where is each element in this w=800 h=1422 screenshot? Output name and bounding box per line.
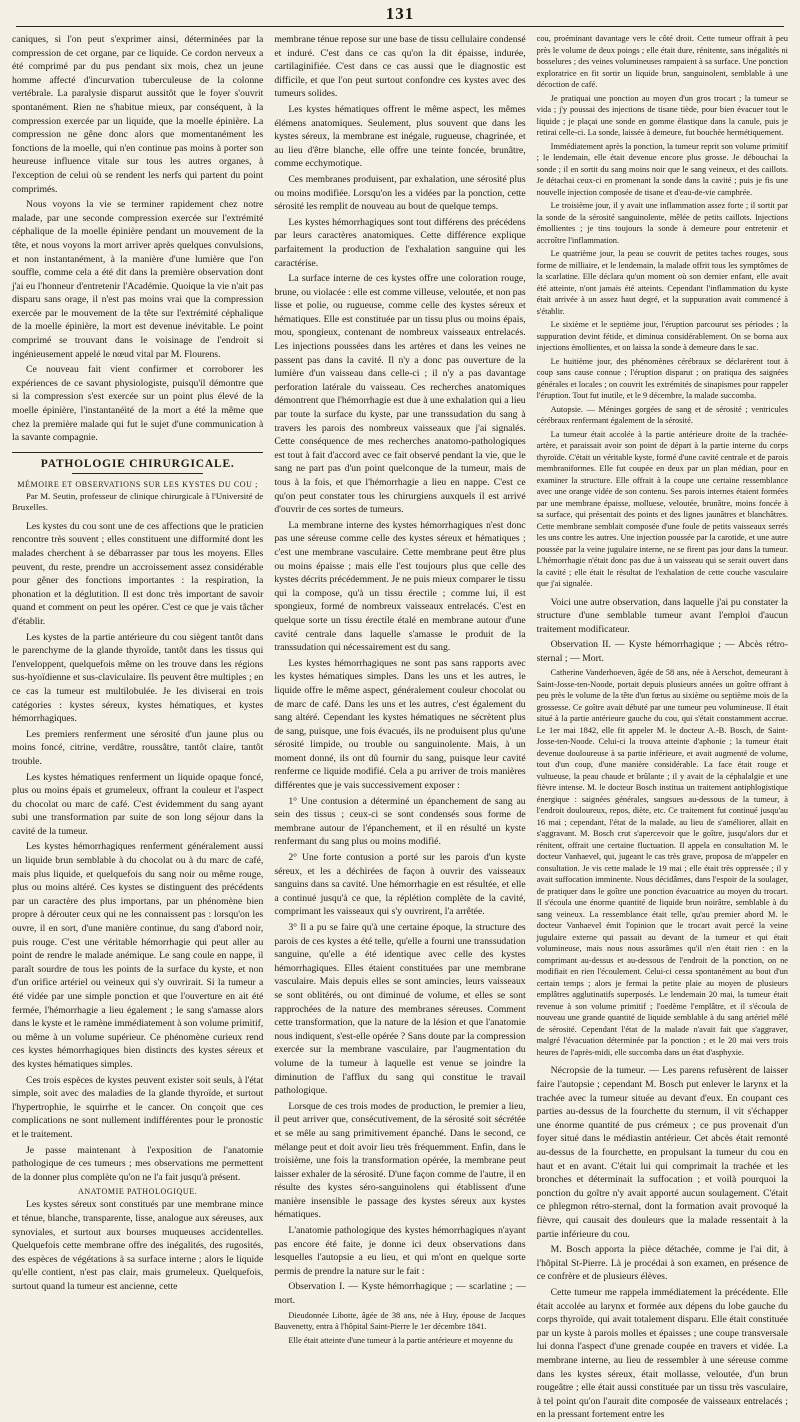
article-byline: Par M. Seutin, professeur de clinique chirurgicale à l'Université de Bruxelles.: [12, 490, 264, 513]
paragraph: Les kystes hématiques offrent le même aspect, les mêmes élémens anatomiques. Seulement, plus souvent que dans les kystes séreux, la membrane est inégale, rugueuse, chagrinée, et au lieu d'être blanche, elle offre une teinte foncée, brunâtre, comme ecchymotique.: [274, 103, 526, 170]
observation-heading: Observation I. — Kyste hémorrhagique ; — scarlatine ; — mort.: [274, 1281, 526, 1307]
small-paragraph: Le sixième et le septième jour, l'éruption parcourut ses périodes ; la suppuration devint fétide, et diminua considérablement. On se borna aux injections émollientes, et on laissa la sonde à demeure dans le sac.: [536, 320, 788, 352]
observation-heading: Observation II. — Kyste hémorrhagique ; — Abcès rétro-sternal ; — Mort.: [536, 639, 788, 664]
paragraph: Ces trois espèces de kystes peuvent exister soit seuls, à l'état simple, soit avec des maladies de la glande thyroïde, et surtout l'hypertrophie, le squirrhe et le cancer. On conçoit que ces complications ne sont nullement indifférentes pour le pronostic et le traitement.: [12, 1074, 264, 1140]
paragraph: M. Bosch apporta la pièce détachée, comme je l'ai dit, à l'hôpital St-Pierre. Là je procédai à son examen, en présence de ce confrère et de plusieurs élèves.: [536, 1244, 788, 1283]
paragraph: Nécropsie de la tumeur. — Les parens refusèrent de laisser faire l'autopsie ; cependant M. Bosch put enlever le larynx et la trachée avec la tumeur située au devant d'eux. En coupant ces parties au-dessus de la fourchette du sternum, il vit s'échapper une énorme quantité de pus crémeux ; ce pus provenait d'un foyer situé dans le médiastin antérieur. Cet abcès était remonté au-dessus de la fourchette, en propulsant la tumeur du cou en haut et en avant. C'était lui qui comprimait la trachée et les bronches et déterminait la suffocation ; et voilà pourquoi la ponction du goître n'y avait apporté aucun soulagement. C'était ce phlegmon rétro-sternal, dont la formation avait provoqué la fièvre, qui causait des douleurs que la malade ressentait à la partie inférieure du cou.: [536, 1065, 788, 1240]
paragraph: La surface interne de ces kystes offre une coloration rouge, brune, ou violacée : elle est comme villeuse, veloutée, et non pas lisse et polie, ou rugueuse, comme celle des kystes séreux et hématiques. Elle est constituée par un tissu plus ou moins épais, mou, spongieux, contenant de nombreux vaisseaux entrelacés. Les injections poussées dans les artères et dans les veines ne passent pas dans la cavité. Il n'y a donc pas ouverture de la lumière d'un vaisseau dans celle-ci ; il n'y a pas davantage perforation latérale du vaisseau. Ces recherches anatomiques démontrent que l'hémorrhagie est due à une exhalation qui a lieu par toute la surface du kyste, par une transsudation du sang à travers les parois des nombreux vaisseaux que j'ai signalés. Cette conséquence de mes recherches anatomo-pathologiques est tout à fait d'accord avec ce fait observé pendant la vie, que le sang ne part pas d'un point quelconque de la tumeur, mais de tous à la fois, et que l'hémorrhagie a lieu en nappe. C'est ce qu'on peut constater tous les chirurgiens auxquels il est arrivé d'ouvrir de ces sortes de tumeurs.: [274, 273, 526, 516]
paragraph: Les kystes hémorrhagiques renferment généralement aussi un liquide brun semblable à du chocolat ou à du marc de café, mais plus liquide, et quelquefois du sang noir ou même rouge, plus ou moins altéré. Ces kystes se distinguent des précédents par un caractère des plus importans, par un phénomène bien propre à dérouter ceux qui ne les connaissent pas : lorsqu'on les ouvre, il en sort, d'une manière continue, du sang d'abord noir, puis rouge. C'est une véritable hémorrhagie qui peut aller au point de rendre le malade anémique. Le sang coule en nappe, il paraît sourdre de tous les points de la surface du kyste, et non d'un orifice artériel ou veineux qui s'y ouvrirait. Si la tumeur a été vidée par une simple ponction et que l'ouverture en ait été fermée, l'hémorrhagie a lieu également ; le sang s'amasse alors dans le kyste et le ramène immédiatement à son volume primitif, ou même à un volume supérieur. Ce phénomène curieux rend ces kystes hémorrhagiques bien distincts des kystes séreux et des kystes hématiques simples.: [12, 841, 264, 1070]
small-paragraph: Catherine Vanderhoeven, âgée de 58 ans, née à Aerschot, demeurant à Saint-Josse-ten-Noode, portait depuis plusieurs années un goître offrant à peu près le volume de la tête d'un fœtus au sixième ou septième mois de la grossesse. Ce goître avait débuté par une tumeur peu volumineuse. Il était situé à la partie antérieure gauche du cou, qui s'était constamment accrue. Le 1er mai 1842, elle fit appeler M. le docteur A.-B. Bosch, de Saint-Josse-ten-Noode. Celui-ci la trouva atteinte d'aphonie ; la tumeur était devenue douloureuse à sa partie inférieure, et avait augmenté de volume, tout d'un coup, d'une manière considérable. La face était rouge et vultueuse, la peau chaude et brûlante ; il y avait de la céphalalgie et une fièvre intense. M. le docteur Bosch institua un traitement antiphlogistique énergique : saignées générales, sangsues au-dessous de la tumeur, à l'endroit douloureux, repos, diète, etc. Ce traitement fut continué jusqu'au 16 mai ; cependant, l'état de la malade, au lieu de s'améliorer, allait en s'aggravant. M. Bosch crut s'apercevoir que le goître, jusqu'alors dur et rénitent, offrait une certaine fluctuation. Il appela en consultation M. le docteur Vanhaevel, qui, jugeant le cas très grave, proposa de m'appeler en consultation. Je vis cette malade le 19 mai ; elle était très oppressée ; il y avait suffocation imminente. Nous décidâmes, dans l'espoir de la soulager, de pratiquer dans le goître une ponction évacuatrice au moyen du trocart. Il s'écoula une énorme quantité de liquide brun noirâtre, semblable à du sang veineux. La ressemblance était telle, qu'au premier abord M. le docteur Vanhaevel émit l'opinion que le trocart avait percé la veine jugulaire externe qui passait au devant de la tumeur et qui était volumineuse, mais nous nous assurâmes qu'il n'en était rien : en la comprimant au-dessus et au-dessous de l'endroit de la ponction, on ne modifiait en rien l'écoulement. Celui-ci cessa spontanément au bout d'un certain temps ; alors je fermai la petite plaie au moyen de plusieurs emplâtres agglutinatifs superposés. Le lendemain 20 mai, la tumeur était revenue à son volume primitif ; l'oedème l'emplâtre, et il s'écoula de nouveau une grande quantité de liquide semblable à du sang artériel mêlé de sérosité. Cependant l'état de la malade n'avait fait que s'aggraver, malgré l'évacuation déterminée par la ponction ; et le 20 mai vers trois heures de l'après-midi, elle succomba dans un état d'asphyxie.: [536, 668, 788, 1057]
paragraph: membrane ténue repose sur une base de tissu cellulaire condensé et induré. C'est dans ce cas qu'on la dit épaisse, indurée, cartilaginifiée. C'est dans ce cas aussi que le diagnostic est difficile, et que l'on peut surtout confondre ces kystes avec des tumeurs solides.: [274, 34, 526, 100]
small-paragraph: La tumeur était accolée à la partie antérieure droite de la trachée-artère, et paraissait avoir son point de départ à la partie interne du corps thyroïde. C'était un véritable kyste, formé d'une cavité centrale et de parois membraniformes. Elle fut coupée en deux par un plan médian, pour en examiner la structure. Elle offrait à la coupe une certaine ressemblance avec une orange vidée de son contenu. Ses parois internes étaient formées par une membrane épaisse, molluese, veloutée, brunâtre, moins foncée à sa surface, qui présentait des points et des lignes jaunâtres et blanchâtres. Cette membrane semblait composée d'une foule de petits vaisseaux serrés les uns contre les autres. Une injection poussée par la carotide, et une autre poussée par la veine jugulaire interne, ne se firent pas jour dans la tumeur. L'hémorrhagie n'était donc pas due à un vaisseau qui se serait ouvert dans la cavité ; elle était le résultat de l'exhalation de cette couche vasculaire que j'ai signalée.: [536, 429, 788, 588]
column-1: [12, 33, 264, 1292]
paragraph: 2° Une forte contusion a porté sur les parois d'un kyste séreux, et les a déchirées de façon à ouvrir des vaisseaux sanguins dans sa cavité. Une hémorrhagie en est résultée, et elle a continué jusqu'à ce que, la réplétion complète de la cavité, comprimant les vaisseaux qui s'y ouvrirent, l'a arrêtée.: [274, 852, 526, 918]
paragraph: Ce nouveau fait vient confirmer et corroborer les expériences de ce savant physiologiste, puisqu'il démontre que si la compression s'est exercée sur un point plus élevé de la moelle épinière, l'instantanéité de la mort a été la même que chez la première malade qui fut le sujet d'une communication à la savante compagnie.: [12, 364, 264, 444]
small-paragraph: Le huitième jour, des phénomènes cérébraux se déclarèrent tout à coup sans cause connue ; l'éruption disparut ; on pratiqua des saignées générales et locales ; on couvrit les extrémités de sinapismes pour rappeler l'éruption. Tout fut inutile, et le 9 décembre, la malade succomba.: [536, 356, 788, 400]
paragraph: 1° Une contusion a déterminé un épanchement de sang au sein des tissus ; ceux-ci se sont condensés sous forme de membrane autour de l'épanchement, et il en résulté un kyste renfermant du sang plus ou moins modifié.: [274, 795, 526, 848]
article-title: MÉMOIRE ET OBSERVATIONS SUR LES KYSTES DU COU ;: [17, 479, 258, 489]
small-paragraph: cou, proéminant davantage vers le côté droit. Cette tumeur offrait à peu près le volume de deux poings ; elle était dure, rénitente, sans inégalités ni bosselures ; des veines volumineuses rampaient à sa surface. Une ponction exploratrice en fit sortir un liquide brun, sanguinolent, semblable à une décoction de café.: [536, 34, 788, 89]
paragraph: Cette tumeur me rappela immédiatement la précédente. Elle était accolée au larynx et formée aux dépens du lobe gauche du corps thyroïde, qui avait totalement disparu. Elle était constituée par un kyste à parois molles et épaisses ; une coupe transversale lui donna l'aspect d'une grenade coupée en travers et vidée. La membrane interne, au lieu de ressembler à une séreuse comme dans les kystes séreux, était mollasse, veloutée, d'un brun rougeâtre ; elle était aussi constituée par un tissu très vasculaire, à tel point qu'on l'aurait dite composée de vaisseaux entrelacés ; en la pressant fortement entre les: [536, 1286, 788, 1421]
section-divider: [12, 452, 263, 453]
small-paragraph: Elle était atteinte d'une tumeur à la partie antérieure et moyenne du: [288, 1335, 513, 1345]
small-paragraph: Autopsie. — Méninges gorgées de sang et de sérosité ; ventricules cérébraux renfermant également de la sérosité.: [536, 404, 788, 425]
section-title: PATHOLOGIE CHIRURGICALE.: [40, 457, 235, 470]
paragraph: L'anatomie pathologique des kystes hémorrhagiques n'ayant pas encore été faite, je donne ici deux observations dans lesquelles l'autopsie a eu lieu, et qui m'ont en quelque sorte permis de prendre la nature sur le fait :: [274, 1225, 526, 1277]
paragraph: Nous voyons la vie se terminer rapidement chez notre malade, par une seconde compression exercée sur l'extrémité céphalique de la moelle épinière pendant un mouvement de la tête, et nous voyons la mort arriver après quelques convulsions, et non instantanément, à la manière d'une lumière que l'on souffle, comme cela a été dit dans la première observation dont j'ai eu l'honneur d'entretenir l'Académie. Quoique la vie n'ait pas disparu sans orage, il n'est pas moins vrai que la compression exercée par le mouvement de la tête sur l'extrémité céphalique de la moelle épinière, la mort est devenue inévitable. Le point comprimé se trouvant dans le voisinage de l'endroit si ingénieusement appelé le nœud vital par M. Flourens.: [12, 199, 264, 360]
small-paragraph: Le troisième jour, il y avait une inflammation assez forte ; il sortit par la sonde de la sérosité sanguinolente, mêlée de petits caillots. Injections émollientes ; je tins toujours la sonde à demeure pour entretenir et accroître l'inflammation.: [536, 201, 788, 245]
paragraph: Les kystes hématiques renferment un liquide opaque foncé, plus ou moins épais et grumeleux, offrant la couleur et l'aspect du chocolat ou marc de café. C'est évidemment du sang ayant subi une transformation par suite de son long séjour dans la cavité de la tumeur.: [12, 771, 264, 837]
paragraph: Les kystes séreux sont constitués par une membrane mince et ténue, blanche, transparente, lisse, analogue aux séreuses, aux synoviales, et surtout aux bourses muqueuses accidentelles. Quelquefois cette membrane offre des inégalités, des rugosités, des espèces de végétations à sa surface interne ; alors le liquide qu'elle contient, n'est pas clair, mais grumeleux. Quelquefois, surtout quand la tumeur est ancienne, cette: [12, 1199, 264, 1292]
paragraph: Les kystes du cou sont une de ces affections que le praticien rencontre très souvent ; elles constituent une difformité dont les malades cherchent à se débarrasser par tous les moyens. Elles peuvent, du reste, prendre un accroissement assez considérable pour gêner des fonctions importantes : la respiration, la phonation et la déglutition. Il est donc très important de savoir quand et comment on peut les opérer. C'est ce que je vais tâcher d'établir.: [12, 520, 264, 627]
small-paragraph: Je pratiquai une ponction au moyen d'un gros trocart ; la tumeur se vida ; j'y poussai des injections de tisane tiède, pour bien évacuer tout le liquide ; je plaçai une sonde en gomme élastique dans la canule, puis je retirai celle-ci. La sonde, laissée à demeure, fut bouchée hermétiquement.: [536, 93, 788, 137]
page-number: 131: [16, 4, 784, 27]
small-paragraph: Le quatrième jour, la peau se couvrit de petites taches rouges, sous forme de milliaire, et le lendemain, la malade offrit tous les symptômes de la scarlatine. Elle déclara qu'un moment où son dernier enfant, elle avait été atteinte, n'ont jamais été atteints. Cependant l'inflammation du kyste était arrivée à un assez haut degré, et la suppuration avait commencé à s'établir.: [536, 249, 788, 316]
paragraph: Les kystes de la partie antérieure du cou siègent tantôt dans le parenchyme de la glande thyroïde, tantôt dans les tissus qui l'enveloppent, quelquefois même on les trouve dans les régions sus-hyoïdienne et sus-claviculaire. Ils peuvent être multiples ; en ce cas la tumeur est multilobulée. Je les diviserai en trois catégories : kystes séreux, kystes hématiques, et kystes hémorrhagiques.: [12, 631, 264, 725]
column-3: [536, 33, 788, 1421]
paragraph: Les kystes hémorrhagiques sont tout différens des précédens par leurs caractères anatomiques. Cette différence explique parfaitement la production de l'exhalation sanguine qui les caractérise.: [274, 216, 526, 269]
columns: [12, 33, 788, 1421]
column-2: [274, 33, 526, 1345]
paragraph: 3° Il a pu se faire qu'à une certaine époque, la structure des parois de ces kystes a été telle, qu'elle a fourni une transsudation sanguine, qu'elle a été identique avec celle des kystes hémorrhagiques. Elles étaient constituées par une membrane vasculaire. Mais depuis elles se sont amincies, leurs vaisseaux se sont oblitérés, ou ont diminué de volume, et elles se sont rapprochées de la nature des membranes séreuses. Comment cette transformation, que la nature de la lésion et que l'anatomie nous indiquent, s'est-elle opérée ? Sans doute par la compression exercée sur la membrane vasculaire, par l'augmentation du volume de la tumeur à laquelle est venue se joindre la diminution de l'afflux du sang qui constitue le travail pathologique.: [274, 922, 526, 1097]
paragraph: Voici une autre observation, dans laquelle j'ai pu constater la structure d'une semblable tumeur avant l'emploi d'aucun traitement modificateur.: [536, 596, 788, 635]
paragraph: Lorsque de ces trois modes de production, le premier a lieu, il peut arriver que, consécutivement, de la sérosité soit sécrétée et se mêle au sang primitivement épanché. Dans le second, ce mélange peut et doit avoir lieu très fréquemment. Enfin, dans le troisième, une fois la transformation opérée, la membrane peut laisser exhaler de la sérosité. D'une façon comme de l'autre, il en résulte des kystes séro-sanguinolens qui établissent d'une manière insensible le passage des kystes séreux aux kystes hématiques.: [274, 1100, 526, 1221]
small-paragraph: Dieudonnée Libotte, âgée de 38 ans, née à Huy, épouse de Jacques Bauvenetty, entra à l'hôpital Saint-Pierre le 1er décembre 1841.: [274, 1310, 526, 1332]
paragraph: Les premiers renferment une sérosité d'un jaune plus ou moins foncé, citrine, verdâtre, roussâtre, tantôt claire, tantôt trouble.: [12, 728, 264, 767]
subsection-title: ANATOMIE PATHOLOGIQUE.: [77, 1187, 198, 1197]
small-paragraph: Immédiatement après la ponction, la tumeur reprit son volume primitif ; le lendemain, elle était devenue encore plus grosse. Je débouchai la sonde ; il en sortit du sang moins noir que le sang veineux, et des caillots. Je détachai ceux-ci en promenant la sonde dans la cavité ; puis je fis une nouvelle injection composée de tisane et d'eau-de-vie camphrée.: [536, 141, 788, 197]
paragraph: Les kystes hémorrhagiques ne sont pas sans rapports avec les kystes hématiques simples. Dans les uns et les autres, le liquide offre le même aspect, généralement couleur chocolat ou de marc de café. Dans les uns et les autres, c'est également du sang altéré. Cependant les kystes hématiques ne sécrètent plus de sang, puisque, une fois évacués, ils ne produisent plus qu'une sérosité limpide, ou trouble ou sanguinolente. Mais, à un moment donné, ils ont dû fournir du sang, puisque leur cavité renferme ce liquide modifié. Cela a pu arriver de trois manières différentes que je vais successivement exposer :: [274, 657, 526, 792]
paragraph: caniques, si l'on peut s'exprimer ainsi, déterminées par la compression de cet organe, par ce liquide. Ce cordon nerveux a été comprimé par du pus pendant six mois, chez un jeune homme affecté d'incurvation tuberculeuse de la colonne vertébrale. La paralysie disparut aussitôt que le foyer s'ouvrit spontanément. Rien ne s'habitue mieux, par conséquent, à la compression exercée par un liquide, que la moelle épinière. La compression ne gêne donc alors que momentanément les fonctions de la moelle, qui n'en continue pas moins à porter son heureuse influence vitale sur tous les autres organes, à l'exception de celui où se rendent les nerfs qui partent du point comprimés.: [12, 34, 264, 195]
paragraph: Je passe maintenant à l'exposition de l'anatomie pathologique de ces tumeurs ; mes observations me permettent de la donner plus complète qu'on ne l'a fait jusqu'à présent.: [12, 1144, 264, 1183]
paragraph: La membrane interne des kystes hémorrhagiques n'est donc pas une séreuse comme celle des kystes séreux et hématiques ; c'est une membrane vasculaire. Cette membrane peut être plus ou moins épaisse ; mais elle l'est toujours plus que celle des kystes décrits précédemment. Je ne puis mieux comparer le tissu qui la compose, qu'à un tissu érectile ; comme lui, il est spongieux, formé de nombreux vaisseaux entrelacés. C'est en quelque sorte un tissu érectile étalé en membrane autour d'une cavité centrale dans laquelle s'amasse le produit de la transsudation qui nécessairement est du sang.: [274, 519, 526, 654]
title-underline: [72, 473, 203, 474]
paragraph: Ces membranes produisent, par exhalation, une sérosité plus ou moins modifiée. Lorsqu'on les a vidées par la ponction, cette sérosité les remplit de nouveau au bout de quelque temps.: [274, 173, 526, 213]
